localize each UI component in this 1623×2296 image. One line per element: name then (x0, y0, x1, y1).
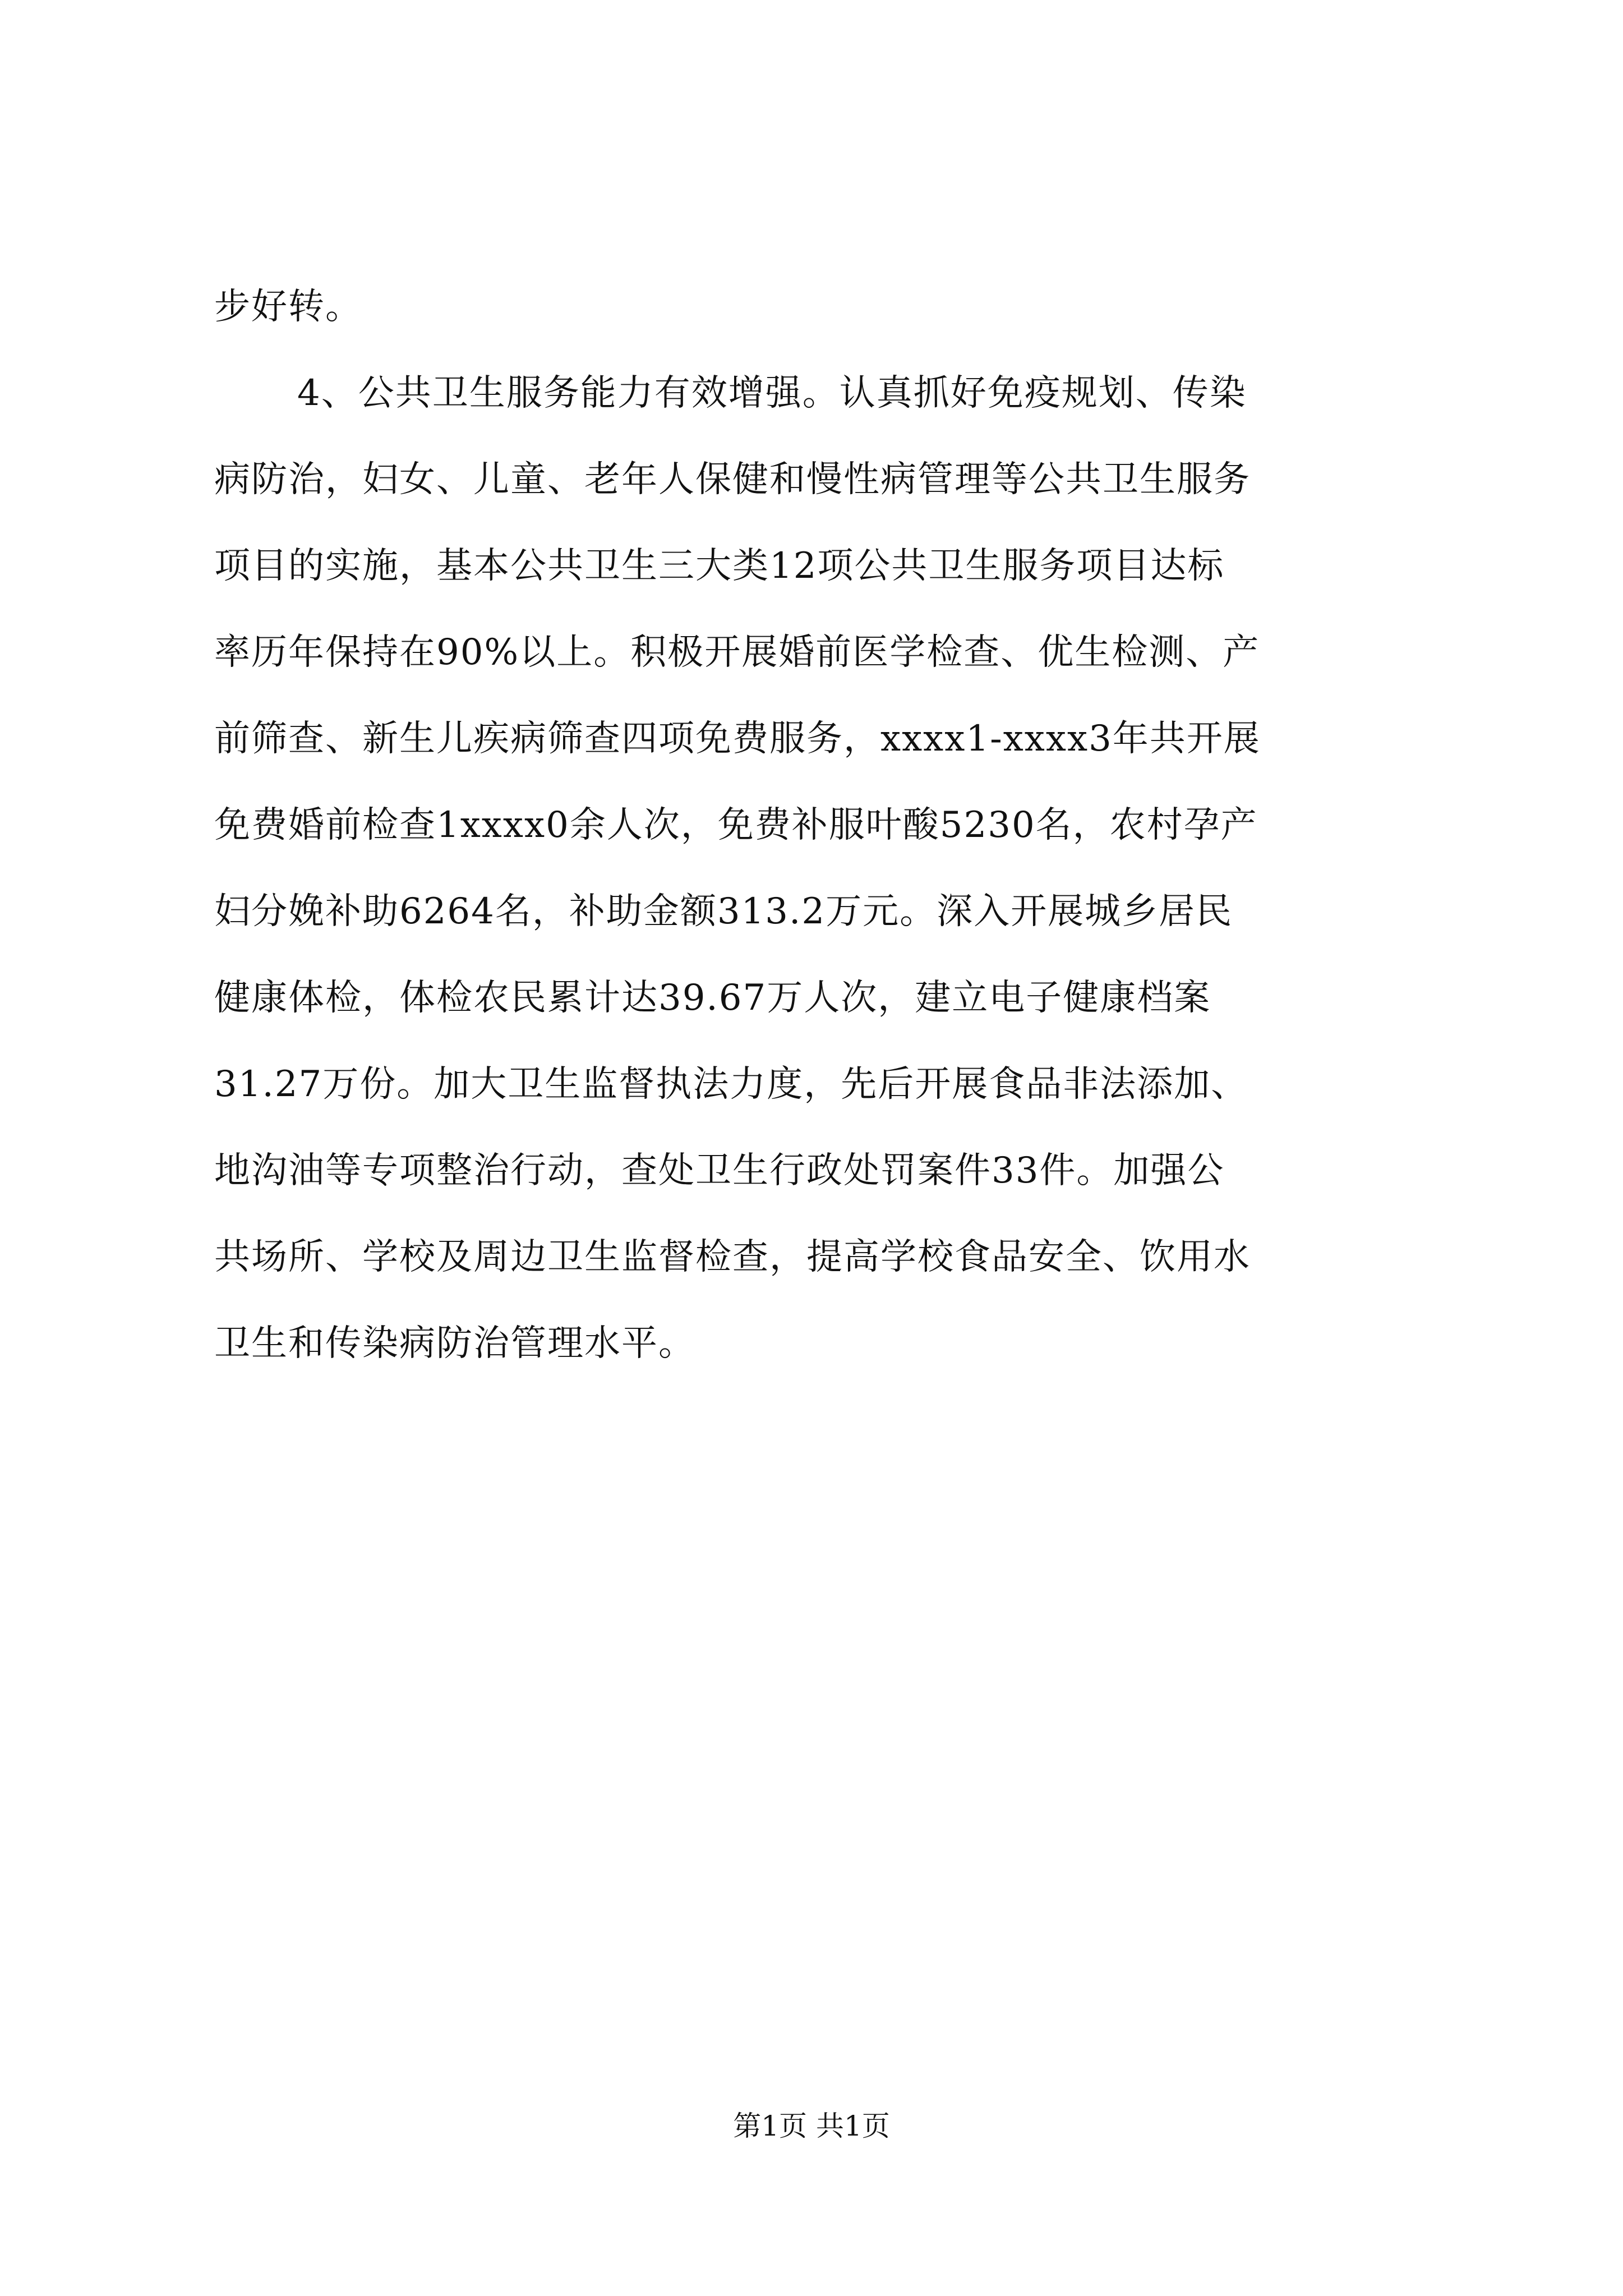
text-line: 免费婚前检查1xxxx0余人次，免费补服叶酸5230名，农村孕产 (214, 804, 1258, 846)
page-footer: 第1页 共1页 (733, 2110, 890, 2142)
text-line: 率历年保持在90%以上。积极开展婚前医学检查、优生检测、产 (214, 632, 1260, 673)
text-line: 健康体检，体检农民累计达39.67万人次，建立电子健康档案 (214, 977, 1211, 1019)
text-line: 前筛查、新生儿疾病筛查四项免费服务，xxxx1-xxxx3年共开展 (214, 718, 1261, 760)
text-line: 31.27万份。加大卫生监督执法力度，先后开展食品非法添加、 (214, 1064, 1248, 1105)
paragraph-first-line: 4、公共卫生服务能力有效增强。认真抓好免疫规划、传染 (297, 372, 1247, 414)
text-line: 卫生和传染病防治管理水平。 (214, 1323, 695, 1364)
body-text (214, 264, 1420, 1387)
text-line: 妇分娩补助6264名，补助金额313.2万元。深入开展城乡居民 (214, 891, 1233, 932)
text-line: 步好转。 (214, 286, 362, 328)
text-line: 地沟油等专项整治行动，查处卫生行政处罚案件33件。加强公 (214, 1150, 1225, 1191)
text-line: 共场所、学校及周边卫生监督检查，提高学校食品安全、饮用水 (214, 1236, 1251, 1278)
text-line: 病防治，妇女、儿童、老年人保健和慢性病管理等公共卫生服务 (214, 459, 1251, 500)
text-line: 项目的实施，基本公共卫生三大类12项公共卫生服务项目达标 (214, 545, 1225, 587)
